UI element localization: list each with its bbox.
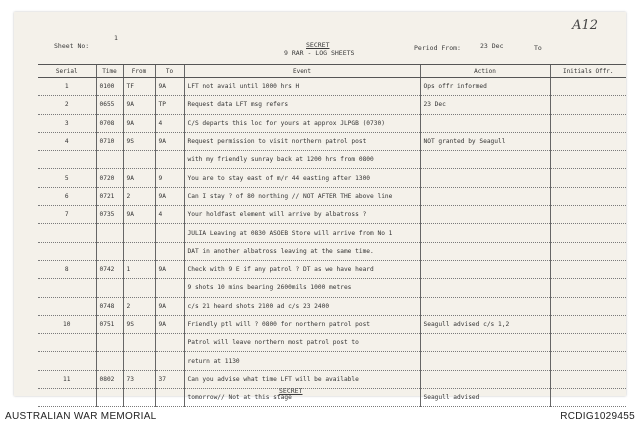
table-cell xyxy=(155,151,184,169)
table-cell: 9A xyxy=(155,297,184,315)
table-cell: 2 xyxy=(38,96,96,114)
table-cell: LFT not avail until 1000 hrs H xyxy=(184,78,420,96)
table-cell xyxy=(123,151,155,169)
table-cell: 9A xyxy=(155,187,184,205)
table-cell: JULIA Leaving at 0830 ASOEB Store will arrive from No 1 xyxy=(184,224,420,242)
table-cell: tomorrow// Not at this stage xyxy=(184,389,420,407)
table-row xyxy=(38,206,626,224)
table-row xyxy=(38,151,626,169)
table-cell: 0802 xyxy=(96,370,123,388)
table-row xyxy=(38,389,626,407)
column-header: Action xyxy=(420,65,550,78)
table-cell xyxy=(123,242,155,260)
table-row xyxy=(38,114,626,132)
table-cell xyxy=(550,242,626,260)
table-cell xyxy=(550,260,626,278)
table-cell: with my friendly sunray back at 1200 hrs from 0800 xyxy=(184,151,420,169)
table-cell xyxy=(38,297,96,315)
table-cell xyxy=(38,151,96,169)
table-cell xyxy=(155,389,184,407)
table-cell xyxy=(550,151,626,169)
table-cell xyxy=(420,242,550,260)
table-cell xyxy=(123,279,155,297)
institution-credit: AUSTRALIAN WAR MEMORIAL xyxy=(5,411,157,422)
log-sheet xyxy=(14,12,626,402)
table-cell: 0735 xyxy=(96,206,123,224)
table-cell: return at 1130 xyxy=(184,352,420,370)
table-cell xyxy=(38,334,96,352)
unit-title: 9 RAR - LOG SHEETS xyxy=(284,49,355,57)
table-cell: 0708 xyxy=(96,114,123,132)
classification-top: SECRET xyxy=(306,41,330,49)
table-cell: 37 xyxy=(155,370,184,388)
table-cell: 4 xyxy=(155,206,184,224)
column-header: Time xyxy=(96,65,123,78)
table-cell: Your holdfast element will arrive by albatross ? xyxy=(184,206,420,224)
table-cell xyxy=(420,151,550,169)
classification-bottom: SECRET xyxy=(279,387,303,395)
table-cell: 9S xyxy=(123,132,155,150)
table-row xyxy=(38,132,626,150)
table-cell xyxy=(550,389,626,407)
column-header: To xyxy=(155,65,184,78)
period-from: 23 Dec xyxy=(480,42,504,50)
table-cell: 2 xyxy=(123,187,155,205)
table-cell: 9S xyxy=(123,315,155,333)
table-cell xyxy=(550,78,626,96)
table-cell xyxy=(550,279,626,297)
table-cell: 0655 xyxy=(96,96,123,114)
table-cell: 1 xyxy=(123,260,155,278)
table-cell xyxy=(38,279,96,297)
table-row xyxy=(38,279,626,297)
table-cell xyxy=(96,224,123,242)
table-row xyxy=(38,260,626,278)
table-cell: NOT granted by Seagull xyxy=(420,132,550,150)
table-cell: 2 xyxy=(123,297,155,315)
table-cell: 73 xyxy=(123,370,155,388)
table-cell: Request permission to visit northern patrol post xyxy=(184,132,420,150)
table-cell: Can you advise what time LFT will be available xyxy=(184,370,420,388)
table-cell: Ops offr informed xyxy=(420,78,550,96)
table-cell: 8 xyxy=(38,260,96,278)
table-cell: 1 xyxy=(38,78,96,96)
table-cell: 0720 xyxy=(96,169,123,187)
table-cell xyxy=(550,370,626,388)
table-cell: You are to stay east of m/r 44 easting after 1300 xyxy=(184,169,420,187)
table-cell xyxy=(420,334,550,352)
period-from-label: Period From: xyxy=(414,44,461,52)
table-cell: 0721 xyxy=(96,187,123,205)
table-cell: 4 xyxy=(155,114,184,132)
table-row xyxy=(38,334,626,352)
table-cell xyxy=(96,242,123,260)
table-cell: TF xyxy=(123,78,155,96)
table-cell xyxy=(550,132,626,150)
table-cell: 0751 xyxy=(96,315,123,333)
table-row xyxy=(38,187,626,205)
table-cell xyxy=(96,279,123,297)
table-cell xyxy=(38,352,96,370)
table-cell xyxy=(550,224,626,242)
table-cell xyxy=(155,242,184,260)
table-cell xyxy=(123,352,155,370)
table-row xyxy=(38,315,626,333)
table-cell: Request data LFT msg refers xyxy=(184,96,420,114)
table-cell xyxy=(155,224,184,242)
table-row xyxy=(38,224,626,242)
table-cell xyxy=(550,96,626,114)
table-cell xyxy=(550,297,626,315)
table-row xyxy=(38,297,626,315)
table-cell: 9A xyxy=(155,78,184,96)
table-cell: 4 xyxy=(38,132,96,150)
period-to-label: To xyxy=(534,44,542,52)
table-cell xyxy=(96,151,123,169)
table-header-row xyxy=(38,65,626,78)
column-header: Initials Offr. xyxy=(550,65,626,78)
table-cell xyxy=(420,297,550,315)
table-cell xyxy=(123,334,155,352)
table-cell xyxy=(155,334,184,352)
table-cell: 7 xyxy=(38,206,96,224)
log-table xyxy=(38,64,626,407)
table-row xyxy=(38,96,626,114)
table-row xyxy=(38,352,626,370)
table-cell xyxy=(420,224,550,242)
table-cell: DAT in another albatross leaving at the same time. xyxy=(184,242,420,260)
table-cell: Patrol will leave northern most patrol post to xyxy=(184,334,420,352)
sheet-no-label: Sheet No: xyxy=(54,42,90,50)
table-cell: 9A xyxy=(123,206,155,224)
table-cell xyxy=(420,260,550,278)
table-cell: 9 shots 10 mins bearing 2600mils 1000 metres xyxy=(184,279,420,297)
table-cell: Can I stay ? of 80 northing // NOT AFTER THE above line xyxy=(184,187,420,205)
table-cell: 0710 xyxy=(96,132,123,150)
table-row xyxy=(38,242,626,260)
table-cell: TP xyxy=(155,96,184,114)
table-cell xyxy=(420,169,550,187)
table-cell: 3 xyxy=(38,114,96,132)
table-cell xyxy=(155,352,184,370)
table-row xyxy=(38,370,626,388)
table-row xyxy=(38,169,626,187)
table-cell xyxy=(96,389,123,407)
column-header: Event xyxy=(184,65,420,78)
table-cell xyxy=(38,224,96,242)
table-cell xyxy=(550,352,626,370)
table-cell xyxy=(96,334,123,352)
table-cell xyxy=(123,224,155,242)
column-header: From xyxy=(123,65,155,78)
table-cell: 9A xyxy=(123,96,155,114)
table-cell xyxy=(550,334,626,352)
table-cell: C/S departs this loc for yours at approx JLPGB (0730) xyxy=(184,114,420,132)
table-cell: 9A xyxy=(123,114,155,132)
table-cell: 9 xyxy=(155,169,184,187)
table-cell xyxy=(38,389,96,407)
table-cell xyxy=(155,279,184,297)
item-id: RCDIG1029455 xyxy=(560,411,635,422)
table-cell: 0742 xyxy=(96,260,123,278)
table-cell xyxy=(420,279,550,297)
table-cell: 9A xyxy=(155,315,184,333)
table-cell: Seagull advised xyxy=(420,389,550,407)
table-cell: 11 xyxy=(38,370,96,388)
table-cell: Check with 9 E if any patrol ? DT as we have heard xyxy=(184,260,420,278)
page-ref: A12 xyxy=(572,18,598,33)
table-cell: Friendly ptl will ? 0800 for northern patrol post xyxy=(184,315,420,333)
table-cell: 0748 xyxy=(96,297,123,315)
table-row xyxy=(38,78,626,96)
table-cell xyxy=(550,114,626,132)
column-header: Serial xyxy=(38,65,96,78)
table-cell xyxy=(420,352,550,370)
sheet-no: 1 xyxy=(114,34,118,42)
table-cell: 10 xyxy=(38,315,96,333)
table-cell xyxy=(550,169,626,187)
table-cell: c/s 21 heard shots 2100 ad c/s 23 2400 xyxy=(184,297,420,315)
table-cell xyxy=(420,114,550,132)
table-cell xyxy=(550,315,626,333)
table-cell: 23 Dec xyxy=(420,96,550,114)
table-cell: 6 xyxy=(38,187,96,205)
table-cell xyxy=(420,370,550,388)
table-cell xyxy=(420,187,550,205)
table-cell xyxy=(123,389,155,407)
table-cell: 9A xyxy=(123,169,155,187)
table-cell: 9A xyxy=(155,260,184,278)
table-cell xyxy=(550,187,626,205)
table-cell xyxy=(38,242,96,260)
table-cell: 9A xyxy=(155,132,184,150)
table-cell: Seagull advised c/s 1,2 xyxy=(420,315,550,333)
table-cell xyxy=(420,206,550,224)
table-cell: 0100 xyxy=(96,78,123,96)
table-cell xyxy=(96,352,123,370)
table-cell xyxy=(550,206,626,224)
table-cell: 5 xyxy=(38,169,96,187)
